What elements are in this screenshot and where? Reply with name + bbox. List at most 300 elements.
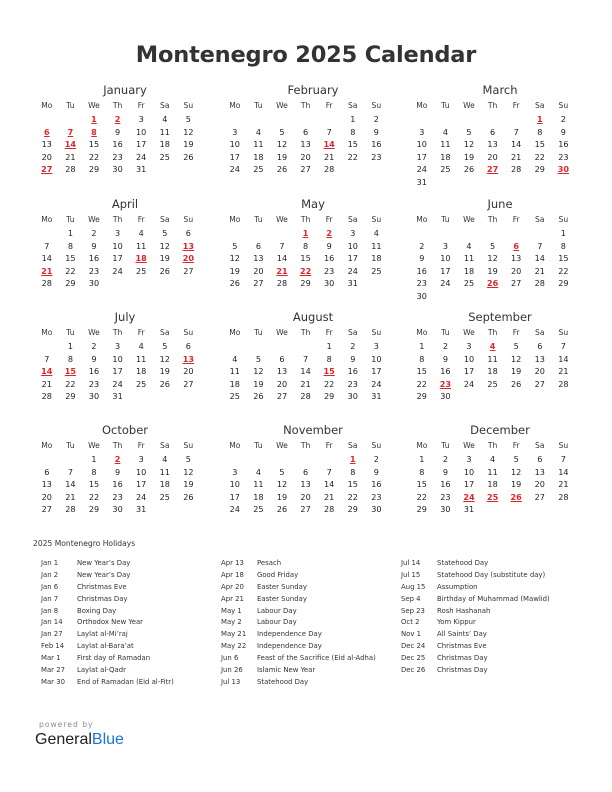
day-cell: 14	[41, 253, 52, 264]
month-march	[410, 82, 590, 189]
day-cell: 3	[419, 126, 425, 137]
holiday-item	[221, 629, 401, 641]
weekday-label: Tu	[66, 101, 75, 110]
day-cell: 4	[138, 341, 144, 351]
day-cell: 13	[300, 479, 311, 490]
day-cell: 11	[229, 366, 240, 377]
week-row	[35, 466, 215, 479]
holiday-day: 2	[114, 114, 121, 124]
day-cell: 12	[276, 139, 288, 150]
day-cell: 16	[88, 253, 100, 264]
month-february	[223, 82, 403, 176]
weekday-label: Tu	[66, 215, 75, 224]
day-cell: 10	[463, 466, 475, 477]
day-cell: 23	[558, 151, 569, 162]
weekday-header	[35, 326, 215, 340]
month-june	[410, 196, 590, 303]
day-cell: 22	[416, 491, 427, 502]
day-cell: 21	[65, 151, 76, 162]
day-cell: 25	[159, 491, 170, 502]
day-cell: 6	[303, 126, 309, 137]
month-january	[35, 82, 215, 176]
week-row	[35, 353, 215, 366]
weekday-label: Su	[558, 215, 569, 224]
week-row	[35, 252, 215, 265]
day-cell: 31	[463, 504, 475, 515]
weekday-header	[35, 99, 215, 113]
day-cell: 25	[136, 378, 147, 389]
weekday-label: Th	[487, 328, 498, 337]
day-cell: 21	[558, 479, 569, 490]
day-cell: 5	[232, 240, 238, 251]
day-cell: 9	[373, 466, 379, 477]
holiday-day: 21	[41, 265, 53, 276]
day-cell: 17	[112, 366, 123, 377]
holiday-date: Mar 27	[41, 666, 65, 675]
weekday-label: We	[463, 441, 475, 450]
week-row	[410, 126, 590, 139]
day-cell: 28	[300, 391, 311, 402]
day-cell: 23	[416, 278, 427, 289]
weekday-label: Fr	[137, 101, 145, 110]
holiday-name: Labour Day	[257, 618, 297, 627]
day-cell: 28	[324, 504, 335, 515]
weekday-header	[410, 213, 590, 227]
weekday-label: Th	[112, 215, 123, 224]
day-cell: 8	[91, 466, 97, 477]
weekday-label: Mo	[229, 328, 241, 337]
day-cell: 20	[183, 366, 194, 377]
day-cell: 23	[112, 491, 123, 502]
weekday-label: Th	[112, 441, 123, 450]
month-october	[35, 422, 215, 516]
day-cell: 22	[88, 151, 100, 162]
day-cell: 14	[65, 479, 76, 490]
weekday-label: Tu	[254, 441, 263, 450]
day-cell	[457, 390, 481, 403]
weekday-header	[223, 213, 403, 227]
day-cell: 9	[91, 353, 97, 364]
day-cell: 27	[300, 164, 311, 175]
day-cell	[294, 113, 318, 126]
holiday-day: 15	[323, 366, 335, 377]
day-cell: 23	[347, 378, 358, 389]
holiday-item	[401, 570, 581, 582]
holiday-date: Jul 15	[401, 570, 421, 579]
day-cell: 24	[136, 491, 147, 502]
day-cell: 27	[41, 504, 52, 515]
weekday-label: Tu	[254, 215, 263, 224]
week-row	[223, 113, 403, 126]
weekday-label: Fr	[325, 215, 333, 224]
week-row	[35, 390, 215, 403]
holiday-date: May 21	[221, 630, 247, 639]
day-cell: 4	[232, 353, 238, 364]
weekday-label: Mo	[416, 101, 428, 110]
day-cell	[481, 390, 505, 403]
day-cell: 4	[373, 228, 379, 238]
holiday-day: 2	[326, 228, 332, 238]
day-cell: 4	[490, 454, 496, 464]
holiday-item	[221, 641, 401, 653]
day-cell: 10	[229, 139, 240, 150]
weekday-label: Su	[183, 328, 194, 337]
week-row	[35, 491, 215, 504]
day-cell: 7	[326, 126, 332, 137]
weekday-label: Sa	[348, 328, 358, 337]
holiday-date: Apr 20	[221, 582, 244, 591]
day-cell: 13	[300, 139, 311, 150]
day-cell	[552, 290, 576, 303]
holiday-date: Jun 6	[221, 654, 239, 663]
month-name: August	[292, 310, 334, 324]
holiday-date: Feb 14	[41, 642, 65, 651]
week-row	[410, 378, 590, 391]
holiday-day: 15	[64, 366, 77, 377]
day-cell: 23	[440, 491, 451, 502]
holiday-day: 2	[114, 454, 121, 464]
day-cell: 9	[326, 240, 332, 251]
day-cell: 5	[513, 454, 519, 464]
day-cell: 18	[440, 151, 451, 162]
day-cell: 28	[534, 278, 545, 289]
holiday-item	[41, 594, 221, 606]
week-row	[410, 365, 590, 378]
day-cell: 28	[41, 391, 52, 402]
weekday-header	[223, 99, 403, 113]
week-row	[410, 176, 590, 189]
month-name: April	[111, 197, 139, 211]
day-cell	[481, 290, 505, 303]
day-cell: 19	[229, 265, 240, 276]
day-cell: 20	[41, 491, 52, 502]
weekday-label: Tu	[441, 215, 450, 224]
holiday-name: Pesach	[257, 559, 282, 567]
week-row	[410, 340, 590, 353]
holiday-item	[221, 570, 401, 582]
holiday-name: Islamic New Year	[257, 666, 316, 675]
day-cell: 13	[41, 479, 52, 490]
day-cell: 24	[136, 151, 147, 162]
month-name: October	[101, 423, 149, 437]
day-cell: 1	[560, 228, 566, 238]
day-cell	[552, 176, 576, 189]
day-cell: 9	[442, 353, 448, 364]
week-row	[410, 151, 590, 164]
day-cell: 26	[229, 278, 240, 289]
day-cell: 12	[159, 240, 170, 251]
weekday-label: Sa	[535, 441, 545, 450]
day-cell: 15	[300, 253, 311, 264]
holiday-date: Jan 2	[41, 570, 59, 579]
holiday-day: 1	[302, 228, 309, 238]
day-cell: 26	[183, 151, 194, 162]
holiday-date: Jan 14	[41, 618, 63, 627]
week-row	[223, 138, 403, 151]
week-row	[410, 353, 590, 366]
day-cell: 20	[41, 151, 52, 162]
day-cell: 31	[136, 504, 147, 515]
holiday-name: All Saints’ Day	[437, 630, 487, 639]
day-cell: 17	[112, 253, 123, 264]
day-cell: 12	[183, 126, 194, 137]
week-row	[223, 163, 403, 176]
day-cell: 21	[534, 265, 545, 276]
day-cell: 21	[41, 378, 52, 389]
weekday-label: Mo	[416, 215, 428, 224]
weekday-label: Su	[183, 215, 194, 224]
holiday-date: Jun 26	[221, 666, 243, 675]
holiday-item	[221, 582, 401, 594]
month-august	[223, 309, 403, 403]
brand-blue: Blue	[91, 731, 124, 748]
weekday-label: Fr	[325, 101, 333, 110]
day-cell: 1	[419, 454, 425, 464]
day-cell	[410, 113, 434, 126]
weekday-header	[410, 326, 590, 340]
holiday-item	[401, 617, 581, 629]
holiday-date: Nov 1	[401, 630, 422, 639]
day-cell: 9	[373, 126, 379, 137]
day-cell: 12	[229, 253, 240, 264]
generalblue-logo[interactable]	[35, 731, 124, 749]
holiday-name: New Year’s Day	[77, 570, 131, 579]
holiday-item	[221, 617, 401, 629]
weekday-label: Tu	[254, 101, 263, 110]
day-cell: 10	[112, 240, 123, 251]
day-cell: 21	[558, 366, 569, 377]
day-cell	[457, 290, 481, 303]
day-cell	[270, 340, 294, 353]
weekday-header	[35, 439, 215, 453]
day-cell: 13	[511, 253, 522, 264]
day-cell: 3	[466, 454, 472, 464]
day-cell: 10	[347, 240, 358, 251]
page-title: Montenegro 2025 Calendar	[135, 42, 477, 68]
day-cell: 7	[537, 240, 543, 251]
day-cell: 15	[347, 139, 358, 150]
day-cell: 2	[373, 114, 379, 124]
week-row	[35, 126, 215, 139]
holiday-name: Laylat al-Bara’at	[77, 642, 134, 651]
day-cell: 6	[537, 454, 543, 464]
day-cell: 25	[159, 151, 170, 162]
day-cell: 18	[253, 491, 264, 502]
day-cell: 2	[442, 454, 448, 464]
day-cell: 5	[185, 454, 191, 464]
weekday-label: Mo	[229, 101, 241, 110]
day-cell: 1	[67, 228, 73, 238]
day-cell: 19	[183, 479, 194, 490]
day-cell: 21	[324, 151, 335, 162]
day-cell: 24	[229, 504, 240, 515]
month-name: June	[487, 197, 513, 211]
day-cell: 11	[440, 139, 451, 150]
day-cell: 21	[511, 151, 522, 162]
holiday-item	[41, 570, 221, 582]
day-cell: 6	[185, 228, 191, 238]
weekday-label: Su	[183, 101, 194, 110]
week-row	[410, 163, 590, 176]
day-cell: 23	[112, 151, 123, 162]
day-cell: 7	[513, 126, 519, 137]
holiday-item	[221, 677, 401, 689]
day-cell: 20	[511, 265, 522, 276]
day-cell: 9	[442, 466, 448, 477]
holiday-name: Christmas Eve	[437, 642, 487, 651]
day-cell: 13	[276, 366, 288, 377]
day-cell: 30	[371, 504, 382, 515]
day-cell	[481, 227, 505, 240]
day-cell: 10	[440, 253, 451, 264]
weekday-header	[223, 439, 403, 453]
day-cell: 24	[371, 378, 382, 389]
holiday-date: Jan 27	[41, 630, 63, 639]
week-row	[35, 163, 215, 176]
day-cell: 3	[373, 341, 379, 351]
holiday-day: 26	[510, 491, 522, 502]
day-cell: 19	[276, 151, 288, 162]
holiday-item	[401, 641, 581, 653]
week-row	[410, 491, 590, 504]
weekday-header	[410, 439, 590, 453]
day-cell	[504, 290, 528, 303]
weekday-label: Sa	[535, 101, 545, 110]
week-row	[223, 340, 403, 353]
week-row	[410, 113, 590, 126]
weekday-label: Th	[300, 441, 311, 450]
weekday-label: Th	[300, 215, 311, 224]
month-name: March	[482, 83, 518, 97]
day-cell: 6	[490, 126, 496, 137]
holiday-item	[221, 665, 401, 677]
holiday-date: Dec 24	[401, 642, 426, 651]
day-cell: 20	[300, 151, 311, 162]
day-cell	[504, 390, 528, 403]
day-cell: 26	[159, 265, 170, 276]
day-cell: 5	[490, 240, 496, 251]
day-cell: 20	[276, 378, 288, 389]
day-cell: 25	[253, 164, 264, 175]
holiday-date: Jan 7	[41, 594, 59, 603]
day-cell: 21	[324, 491, 335, 502]
day-cell	[457, 227, 481, 240]
day-cell	[247, 227, 271, 240]
day-cell: 20	[253, 265, 264, 276]
day-cell: 16	[558, 139, 569, 150]
day-cell: 8	[303, 240, 309, 251]
holiday-name: Laylat al-Qadr	[77, 666, 126, 675]
holiday-item	[41, 677, 221, 689]
weekday-label: Fr	[512, 328, 520, 337]
day-cell: 1	[350, 114, 356, 124]
holiday-column	[401, 558, 581, 677]
day-cell: 5	[162, 341, 168, 351]
day-cell	[481, 113, 505, 126]
day-cell: 11	[253, 139, 264, 150]
day-cell	[528, 290, 552, 303]
week-row	[35, 277, 215, 290]
day-cell: 10	[416, 139, 427, 150]
day-cell: 28	[65, 164, 76, 175]
day-cell: 10	[112, 353, 123, 364]
weekday-label: We	[276, 215, 288, 224]
holiday-day: 6	[43, 126, 50, 137]
holiday-name: Statehood Day (substitute day)	[437, 570, 546, 579]
day-cell: 17	[463, 366, 475, 377]
day-cell	[153, 503, 177, 516]
holiday-day: 14	[64, 139, 77, 150]
week-row	[35, 240, 215, 253]
day-cell: 19	[159, 253, 170, 264]
holiday-date: Jan 6	[41, 582, 59, 591]
day-cell: 22	[65, 378, 76, 389]
day-cell: 5	[466, 126, 472, 137]
day-cell: 28	[558, 378, 569, 389]
holiday-name: Yom Kippur	[437, 618, 476, 627]
day-cell: 30	[324, 278, 335, 289]
day-cell: 29	[534, 164, 545, 175]
weekday-label: Fr	[512, 215, 520, 224]
day-cell: 16	[112, 139, 123, 150]
day-cell: 31	[136, 164, 147, 175]
holiday-item	[41, 558, 221, 570]
day-cell	[504, 176, 528, 189]
holiday-date: May 1	[221, 606, 242, 615]
week-row	[35, 453, 215, 466]
holiday-name: Orthodox New Year	[77, 618, 143, 627]
week-row	[223, 390, 403, 403]
holiday-item	[221, 606, 401, 618]
week-row	[410, 252, 590, 265]
day-cell	[434, 290, 458, 303]
day-cell: 19	[511, 366, 522, 377]
day-cell: 30	[440, 391, 451, 402]
day-cell: 22	[534, 151, 545, 162]
day-cell: 22	[416, 378, 427, 389]
week-row	[223, 378, 403, 391]
day-cell: 18	[136, 366, 147, 377]
holiday-item	[41, 653, 221, 665]
day-cell	[528, 227, 552, 240]
day-cell: 5	[513, 341, 519, 351]
day-cell: 14	[300, 366, 311, 377]
day-cell: 20	[534, 366, 545, 377]
day-cell: 29	[65, 278, 76, 289]
day-cell: 28	[558, 491, 569, 502]
day-cell: 13	[253, 253, 264, 264]
holiday-name: Labour Day	[257, 606, 297, 615]
day-cell: 29	[88, 164, 100, 175]
holiday-day: 25	[486, 491, 499, 502]
day-cell: 15	[88, 139, 100, 150]
day-cell: 11	[463, 253, 475, 264]
day-cell: 11	[159, 466, 170, 477]
week-row	[410, 453, 590, 466]
day-cell: 7	[279, 240, 285, 251]
weekday-label: We	[463, 215, 475, 224]
day-cell: 23	[324, 265, 335, 276]
day-cell: 24	[416, 164, 427, 175]
day-cell: 22	[558, 265, 569, 276]
day-cell: 29	[558, 278, 569, 289]
month-april	[35, 196, 215, 290]
holiday-name: Assumption	[437, 582, 478, 591]
day-cell: 21	[300, 378, 311, 389]
day-cell	[247, 340, 271, 353]
day-cell: 25	[371, 265, 382, 276]
day-cell: 3	[232, 466, 238, 477]
